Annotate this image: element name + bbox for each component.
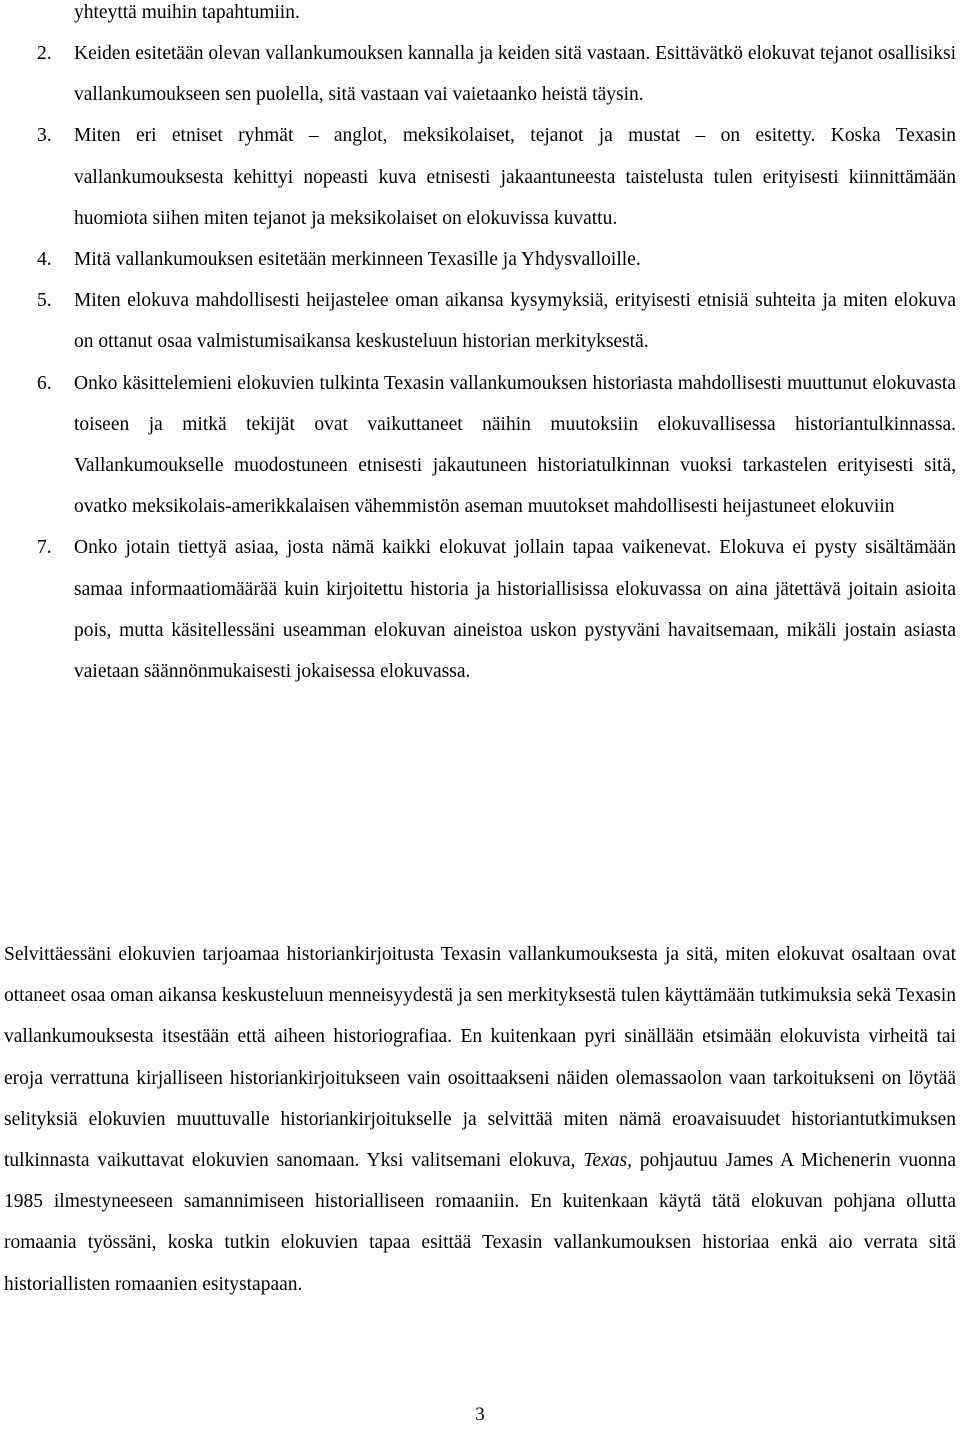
list-item-number: 2. [37, 43, 52, 64]
list-item-number: 4. [37, 249, 52, 271]
list-item-text: Miten elokuva mahdollisesti heijastelee oman aikansa kysymyksiä, erityisesti etnisiä suhteita ja miten elokuva on ottanut osaa valmistumisaikansa keskusteluun historian merkityksestä. [74, 290, 956, 353]
continuation-text: yhteyttä muihin tapahtumiin. [74, 2, 300, 23]
list-item [0, 280, 956, 362]
body-paragraph [4, 934, 956, 1305]
list-item-number: 5. [37, 290, 52, 312]
list-item-text: Onko jotain tiettyä asiaa, josta nämä kaikki elokuvat jollain tapaa vaikenevat. Elokuva ei pysty sisältämään samaa informaatiomäärää kuin kirjoitettu historia ja historiallisissa elokuvassa on aina jätettävä joitain asioita pois, mutta käsitellessäni useamman elokuvan aineistoa uskon pystyväni havaitsemaan, mikäli jostain asiasta vaietaan säännönmukaisesti jokaisessa elokuvassa. [74, 537, 956, 683]
list-item-text: Keiden esitetään olevan vallankumouksen kannalla ja keiden sitä vastaan. Esittävätkö elokuvat tejanot osallisiksi vallankumoukseen sen puolella, sitä vastaan vai vaietaanko heistä täysin. [74, 43, 956, 106]
list-item [0, 115, 956, 239]
paragraph-text-after-italic: pohjautuu James A Michenerin vuonna 1985 ilmestyneeseen samannimiseen historialliseen romaaniin. En kuitenkaan käytä tätä elokuvan pohjana ollutta romaania työssäni, koska tutkin elokuvien tapaa esittää Texasin vallankumouksen historiaa enkä aio verrata sitä historiallisten romaanien esitystapaan. [4, 1150, 956, 1295]
page-number: 3 [475, 1404, 485, 1425]
list-item-text: Onko käsittelemieni elokuvien tulkinta Texasin vallankumouksen historiasta mahdollisesti muuttunut elokuvasta toiseen ja mitkä tekijät ovat vaikuttaneet näihin muutoksiin elokuvallisessa historiantulkinnassa. Vallankumoukselle muodostuneen etnisesti jakautuneen historiatulkinnan vuoksi tarkastelen erityisesti sitä, ovatko meksikolais-amerikkalaisen vähemmistön aseman muutokset mahdollisesti heijastuneet elokuviin [74, 372, 956, 518]
list-item [0, 527, 956, 692]
list-item [0, 239, 956, 280]
paragraph-text-before-italic: Selvittäessäni elokuvien tarjoamaa historiankirjoitusta Texasin vallankumouksesta ja sitä, miten elokuvat osaltaan ovat ottaneet osaa oman aikansa keskusteluun menneisyydestä ja sen merkityksestä tulen käyttämään tutkimuksia sekä Texasin vallankumouksesta itsestään että aiheen historiografiaa. En kuitenkaan pyri sinällään etsimään elokuvista virheitä tai eroja verrattuna kirjalliseen historiankirjoitukseen vain osoittaakseni näiden olemassaolon vaan tarkoitukseni on löytää selityksiä elokuvien muuttuvalle historiankirjoitukselle ja selvittää miten nämä eroavaisuudet historiantutkimuksen tulkinnasta vaikuttavat elokuvien sanomaan. Yksi valitsemani elokuva, [4, 944, 956, 1172]
list-item-number: 7. [37, 537, 52, 559]
list-item-text: Miten eri etniset ryhmät – anglot, meksikolaiset, tejanot ja mustat – on esitetty. Koska Texasin vallankumouksesta kehittyi nopeasti kuva etnisesti jakaantuneesta taistelusta tulen erityisesti kiinnittämään huomiota siihen miten tejanot ja meksikolaiset on elokuvissa kuvattu. [74, 125, 956, 229]
film-title-italic: Texas, [583, 1150, 632, 1172]
list-item [0, 363, 956, 528]
list-item-number: 6. [37, 372, 52, 394]
research-questions-list [0, 33, 956, 692]
list-item-number: 3. [37, 125, 52, 147]
list-item-text: Mitä vallankumouksen esitetään merkinneen Texasille ja Yhdysvalloille. [74, 249, 641, 271]
list-item [0, 33, 956, 115]
